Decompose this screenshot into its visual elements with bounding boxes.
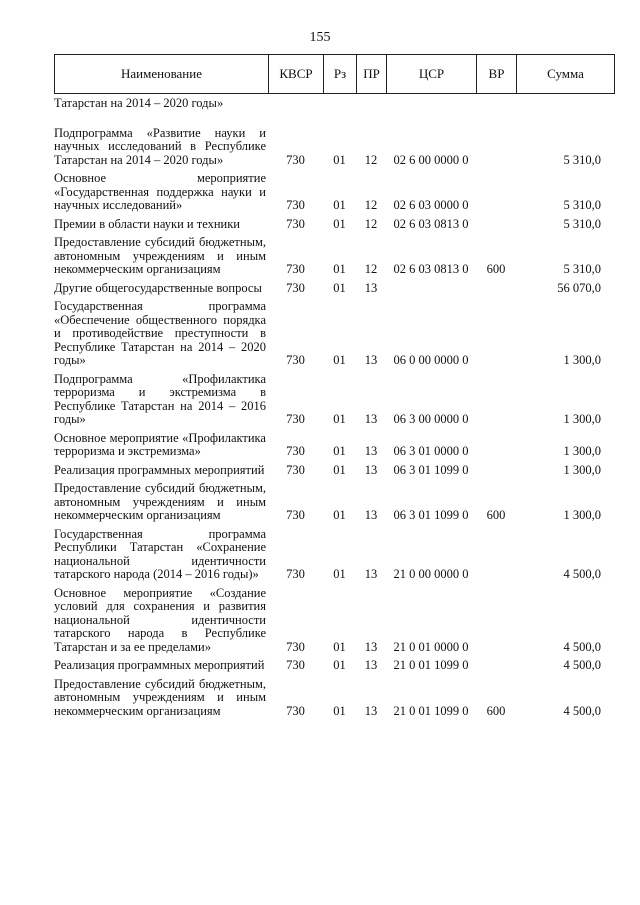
row-kvsr: 730 [286, 444, 305, 458]
header-vr: ВР [477, 55, 517, 94]
table-header [54, 54, 615, 94]
row-rz: 01 [333, 508, 346, 522]
row-csr: 02 6 03 0000 0 [393, 198, 469, 212]
row-kvsr: 730 [286, 462, 305, 477]
row-csr: 06 3 01 1099 0 [393, 508, 469, 522]
row-sum: 1 300,0 [563, 508, 601, 522]
row-rz: 01 [333, 639, 346, 654]
row-rz: 01 [333, 280, 346, 295]
row-kvsr: 730 [286, 152, 305, 167]
row-pr: 12 [364, 262, 378, 276]
header-name: Наименование [55, 55, 269, 94]
row-name: Татарстан на 2014 – 2020 годы» [54, 96, 224, 110]
row-csr: 21 0 00 0000 0 [393, 567, 469, 581]
row-sum: 5 310,0 [563, 152, 601, 167]
row-pr: 13 [364, 658, 378, 672]
row-name: Предоставление субсидий бюджетным, автономным учреждениям и иным некоммерческим организациям [54, 676, 266, 718]
table-row [54, 300, 614, 368]
row-name: Другие общегосударственные вопросы [54, 280, 262, 295]
row-name: Основное мероприятие «Государственная поддержка науки и научных исследований» [54, 171, 266, 212]
row-name: Предоставление субсидий бюджетным, автономным учреждениям и иным некоммерческим организациям [54, 481, 266, 522]
row-sum: 4 500,0 [563, 639, 601, 654]
row-name: Подпрограмма «Профилактика терроризма и экстремизма в Республике Татарстан на 2014 – 2016 годы» [54, 371, 266, 426]
table-row [54, 587, 614, 655]
row-name: Предоставление субсидий бюджетным, автономным учреждениям и иным некоммерческим организациям [54, 235, 266, 276]
row-rz: 01 [333, 462, 346, 477]
row-kvsr: 730 [286, 658, 305, 672]
row-sum: 1 300,0 [563, 444, 601, 458]
row-rz: 01 [333, 262, 346, 276]
row-csr: 06 3 01 0000 0 [393, 444, 469, 458]
row-name: Основное мероприятие «Создание условий для сохранения и развития национальной идентичности татарского народа в Республике Татарстан и за ее пределами» [54, 585, 266, 654]
table-row [54, 659, 614, 673]
page-number: 155 [309, 30, 331, 45]
row-vr: 600 [486, 262, 506, 276]
table-row [54, 236, 614, 277]
row-sum: 5 310,0 [563, 216, 601, 231]
header-kvsr: КВСР [269, 55, 324, 94]
row-csr: 21 0 01 0000 0 [393, 639, 469, 654]
row-name: Подпрограмма «Развитие науки и научных исследований в Республике Татарстан на 2014 – 2020 годы» [54, 125, 266, 167]
row-pr: 13 [364, 462, 378, 477]
header-pr: ПР [357, 55, 387, 94]
row-pr: 12 [364, 152, 378, 167]
row-rz: 01 [333, 198, 346, 212]
row-sum: 4 500,0 [563, 567, 601, 581]
row-pr: 13 [364, 353, 378, 367]
row-rz: 01 [333, 444, 346, 458]
row-rz: 01 [333, 703, 346, 718]
table-body [54, 97, 614, 723]
row-name: Государственная программа Республики Татарстан «Сохранение национальной идентичности татарского народа (2014 – 2016 годы)» [54, 526, 266, 581]
header-sum: Сумма [517, 55, 615, 94]
row-kvsr: 730 [286, 703, 305, 718]
row-kvsr: 730 [286, 198, 305, 212]
row-pr: 13 [364, 280, 378, 295]
row-csr: 06 3 01 1099 0 [393, 462, 469, 477]
row-vr: 600 [486, 508, 506, 522]
row-kvsr: 730 [286, 280, 305, 295]
row-csr: 02 6 03 0813 0 [393, 262, 469, 276]
row-sum: 4 500,0 [563, 703, 601, 718]
row-pr: 13 [364, 444, 378, 458]
row-kvsr: 730 [286, 508, 305, 522]
table-row [54, 218, 614, 232]
row-rz: 01 [333, 412, 346, 426]
row-name: Реализация программных мероприятий [54, 658, 265, 672]
row-kvsr: 730 [286, 639, 305, 654]
row-sum: 1 300,0 [563, 462, 601, 477]
row-csr: 02 6 03 0813 0 [393, 216, 469, 231]
row-sum: 1 300,0 [563, 353, 601, 367]
row-rz: 01 [333, 216, 346, 231]
table-row [54, 172, 614, 213]
row-csr: 21 0 01 1099 0 [393, 658, 469, 672]
row-sum: 4 500,0 [563, 658, 601, 672]
table-row [54, 678, 614, 719]
row-vr: 600 [486, 703, 506, 718]
row-name: Государственная программа «Обеспечение общественного порядка и противодействие преступности в Республике Татарстан на 2014 – 2020 годы» [54, 299, 266, 367]
table-row [54, 432, 614, 459]
row-csr: 02 6 00 0000 0 [393, 152, 469, 167]
table-row [54, 127, 614, 168]
row-name: Премии в области науки и техники [54, 216, 240, 231]
row-pr: 13 [364, 412, 378, 426]
row-sum: 5 310,0 [563, 198, 601, 212]
row-csr: 06 0 00 0000 0 [393, 353, 469, 367]
row-name: Основное мероприятие «Профилактика терроризма и экстремизма» [54, 430, 266, 458]
row-rz: 01 [333, 658, 346, 672]
table-row [54, 282, 614, 296]
row-csr: 21 0 01 1099 0 [393, 703, 469, 718]
row-sum: 1 300,0 [563, 412, 601, 426]
row-csr: 06 3 00 0000 0 [393, 412, 469, 426]
row-kvsr: 730 [286, 412, 305, 426]
row-pr: 13 [364, 508, 378, 522]
row-rz: 01 [333, 567, 346, 581]
row-pr: 13 [364, 567, 378, 581]
row-kvsr: 730 [286, 216, 305, 231]
row-kvsr: 730 [286, 567, 305, 581]
row-kvsr: 730 [286, 353, 305, 367]
row-pr: 12 [364, 216, 378, 231]
row-pr: 13 [364, 703, 378, 718]
row-rz: 01 [333, 152, 346, 167]
header-csr: ЦСР [387, 55, 477, 94]
table-row [54, 464, 614, 478]
table-row [54, 482, 614, 523]
row-rz: 01 [333, 353, 346, 367]
table-row [54, 97, 614, 111]
row-sum: 5 310,0 [563, 262, 601, 276]
row-pr: 13 [364, 639, 378, 654]
row-sum: 56 070,0 [557, 280, 601, 295]
table-row [54, 373, 614, 427]
table-row [54, 528, 614, 582]
row-kvsr: 730 [286, 262, 305, 276]
row-name: Реализация программных мероприятий [54, 462, 265, 477]
row-pr: 12 [364, 198, 378, 212]
header-rz: Рз [324, 55, 357, 94]
